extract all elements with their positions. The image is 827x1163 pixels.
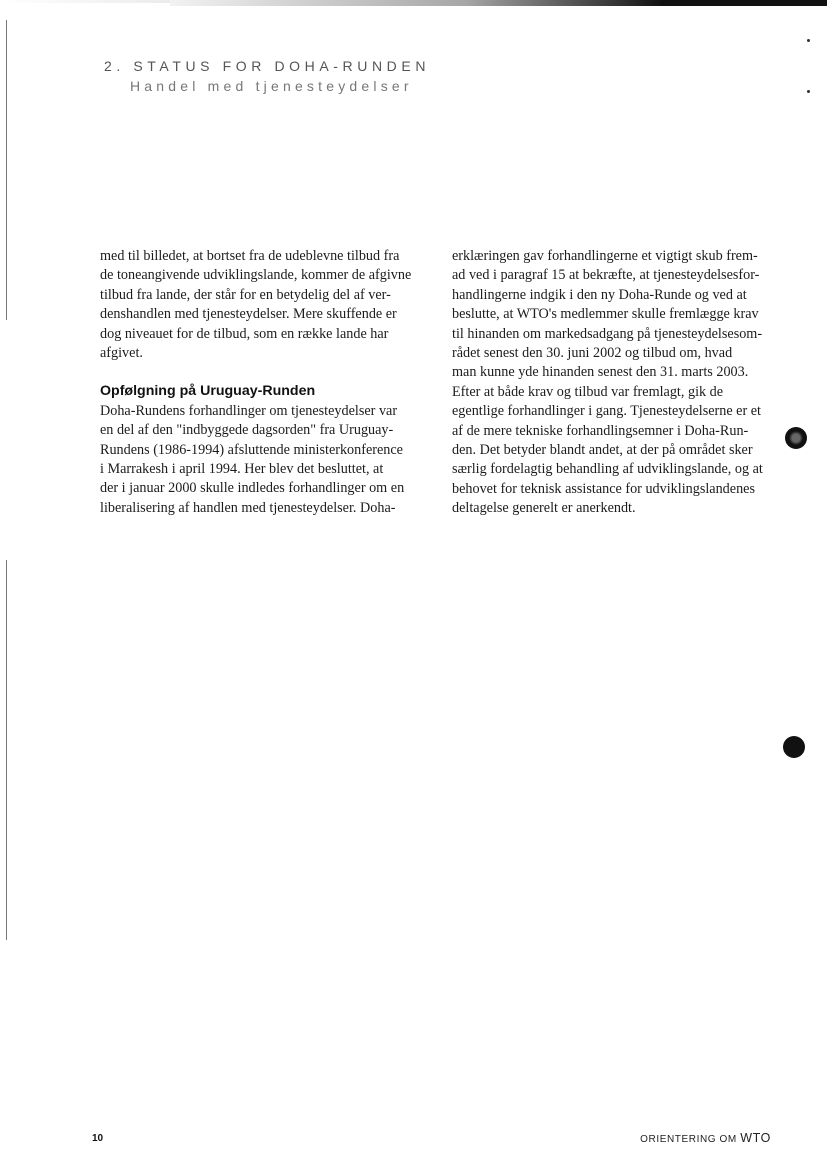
text-line: Doha-Rundens forhandlinger om tjenesteydelser var <box>100 402 398 419</box>
text-line: ad ved i paragraf 15 at bekræfte, at tjenesteydelsesfor- <box>452 267 760 284</box>
page-number: 10 <box>92 1133 104 1144</box>
text-line: behovet for teknisk assistance for udviklingslandenes <box>452 480 755 497</box>
text-line: erklæringen gav forhandlingerne et vigtigt skub frem- <box>452 248 758 264</box>
text-line: egentlige forhandlinger i gang. Tjenesteydelserne er et <box>452 403 761 420</box>
margin-mark <box>807 39 810 42</box>
top-edge-fade <box>0 0 170 3</box>
text-line: denshandlen med tjenesteydelser. Mere skuffende er <box>100 306 397 323</box>
text-line: af de mere tekniske forhandlingsemner i Doha-Run- <box>452 422 749 439</box>
subheading: Opfølgning på Uruguay-Runden <box>100 383 316 400</box>
text-line: der i januar 2000 skulle indledes forhandlinger om en <box>100 480 405 497</box>
footer-title-suffix: WTO <box>740 1131 771 1145</box>
left-column <box>100 247 440 518</box>
body-paragraph <box>100 247 440 363</box>
text-line: særlig fordelagtig behandling af udviklingslande, og at <box>452 461 763 478</box>
text-line: til hinanden om markedsadgang på tjenesteydelsesom- <box>452 325 763 342</box>
text-line: den. Det betyder blandt andet, at der på området sker <box>452 442 753 459</box>
text-line: rådet senest den 30. juni 2002 og tilbud om, hvad <box>452 345 733 362</box>
text-line: deltagelse generelt er anerkendt. <box>452 500 636 517</box>
text-line: de toneangivende udviklingslande, kommer de afgivne <box>100 267 412 284</box>
left-margin-rule <box>6 20 7 320</box>
margin-mark <box>807 90 810 93</box>
text-line: afgivet. <box>100 345 143 362</box>
text-line: i Marrakesh i april 1994. Her blev det besluttet, at <box>100 461 384 478</box>
text-line: tilbud fra lande, der står for en betydelig del af ver- <box>100 286 391 303</box>
margin-dot-marker <box>783 736 805 758</box>
body-paragraph <box>452 247 792 519</box>
text-line: en del af den "indbyggede dagsorden" fra Uruguay- <box>100 422 394 439</box>
text-line: Rundens (1986-1994) afsluttende ministerkonference <box>100 441 403 458</box>
section-subtitle: Handel med tjenesteydelser <box>130 78 413 94</box>
left-margin-rule <box>6 560 7 940</box>
footer-title-prefix: ORIENTERING OM <box>640 1134 737 1145</box>
section-header <box>104 58 504 94</box>
text-line: liberalisering af handlen med tjenesteydelser. Doha- <box>100 499 396 516</box>
top-scan-bar <box>170 0 827 6</box>
right-column <box>452 247 792 519</box>
section-title: 2. STATUS FOR DOHA-RUNDEN <box>104 58 431 74</box>
text-line: man kunne yde hinanden senest den 31. marts 2003. <box>452 364 749 381</box>
text-line: med til billedet, at bortset fra de udeblevne tilbud fra <box>100 248 400 264</box>
margin-dot-marker <box>785 427 807 449</box>
text-line: Efter at både krav og tilbud var fremlagt, gik de <box>452 383 724 400</box>
body-paragraph <box>100 402 440 518</box>
text-line: beslutte, at WTO's medlemmer skulle fremlægge krav <box>452 306 759 323</box>
text-line: dog niveauet for de tilbud, som en række lande har <box>100 325 389 342</box>
footer-publication-title <box>640 1131 771 1145</box>
text-line: handlingerne indgik i den ny Doha-Runde og ved at <box>452 286 747 303</box>
